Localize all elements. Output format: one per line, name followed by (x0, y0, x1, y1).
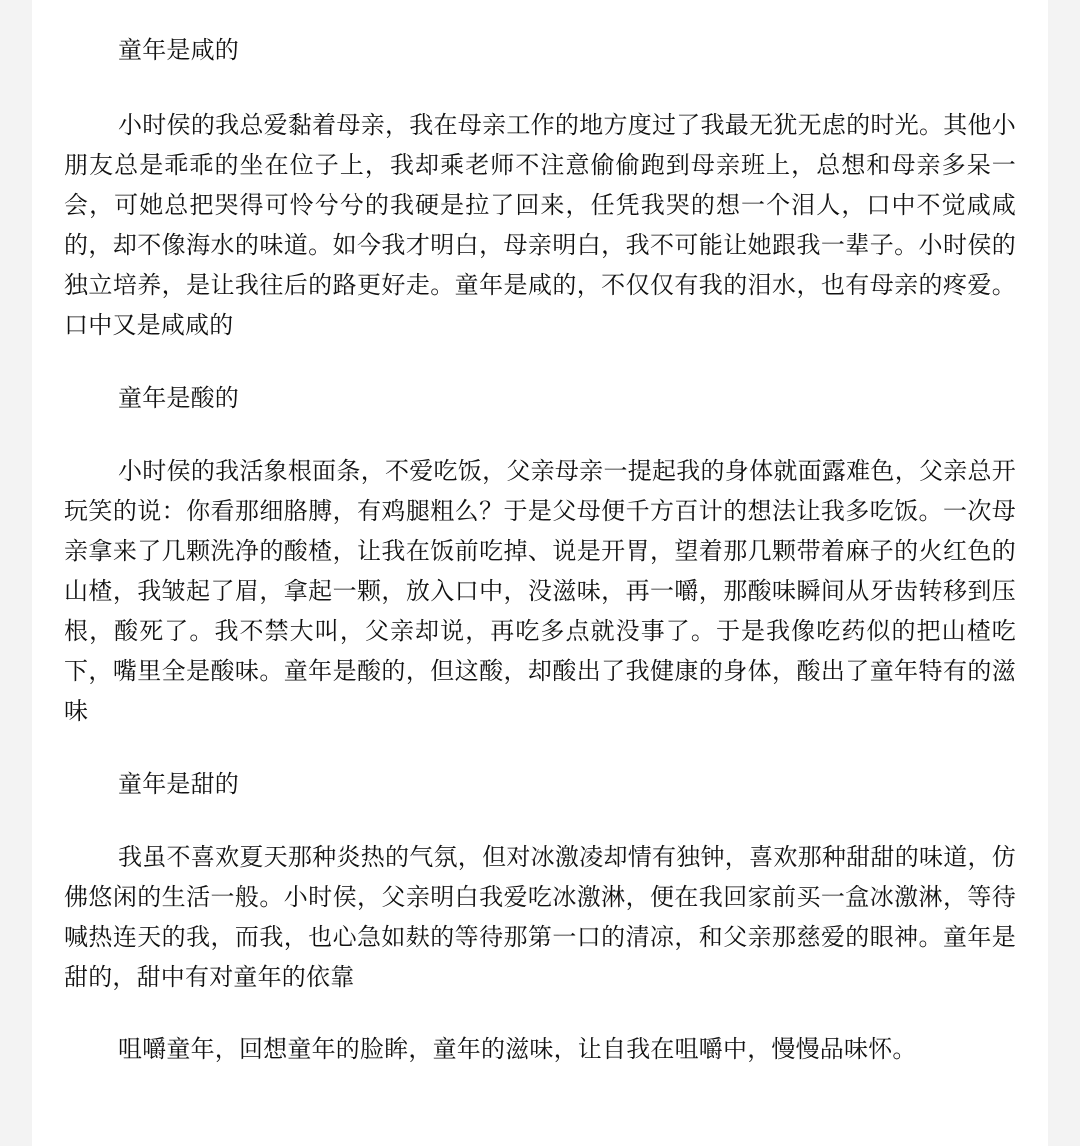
section-heading-sour: 童年是酸的 (118, 384, 239, 412)
document-page (32, 0, 1048, 1146)
section-heading-sweet: 童年是甜的 (118, 770, 239, 798)
section-paragraph-sour: 小时侯的我活象根面条，不爱吃饭，父亲母亲一提起我的身体就面露难色，父亲总开玩笑的说：你看那细胳膊，有鸡腿粗么？于是父母便千方百计的想法让我多吃饭。一次母亲拿来了几颗洗净的酸楂，让我在饭前吃掉、说是开胃，望着那几颗带着麻子的火红色的山楂，我皱起了眉，拿起一颗，放入口中，没滋味，再一嚼，那酸味瞬间从牙齿转移到压根，酸死了。我不禁大叫，父亲却说，再吃多点就没事了。于是我像吃药似的把山楂吃下，嘴里全是酸味。童年是酸的，但这酸，却酸出了我健康的身体，酸出了童年特有的滋味 (64, 457, 1016, 725)
closing-paragraph: 咀嚼童年，回想童年的脸眸，童年的滋味，让自我在咀嚼中，慢慢品味怀。 (118, 1035, 917, 1063)
section-paragraph-sweet: 我虽不喜欢夏天那种炎热的气氛，但对冰激凌却情有独钟，喜欢那种甜甜的味道，仿佛悠闲的生活一般。小时侯，父亲明白我爱吃冰激淋，便在我回家前买一盒冰激淋，等待喊热连天的我，而我，也心急如麸的等待那第一口的清凉，和父亲那慈爱的眼神。童年是甜的，甜中有对童年的依靠 (64, 843, 1016, 991)
section-paragraph-salty: 小时侯的我总爱黏着母亲，我在母亲工作的地方度过了我最无犹无虑的时光。其他小朋友总是乖乖的坐在位子上，我却乘老师不注意偷偷跑到母亲班上，总想和母亲多呆一会，可她总把哭得可怜兮兮的我硬是拉了回来，任凭我哭的想一个泪人，口中不觉咸咸的，却不像海水的味道。如今我才明白，母亲明白，我不可能让她跟我一辈子。小时侯的独立培养，是让我往后的路更好走。童年是咸的，不仅仅有我的泪水，也有母亲的疼爱。口中又是咸咸的 (64, 111, 1016, 339)
section-heading-salty: 童年是咸的 (118, 36, 239, 64)
article-body (64, 0, 1016, 1069)
